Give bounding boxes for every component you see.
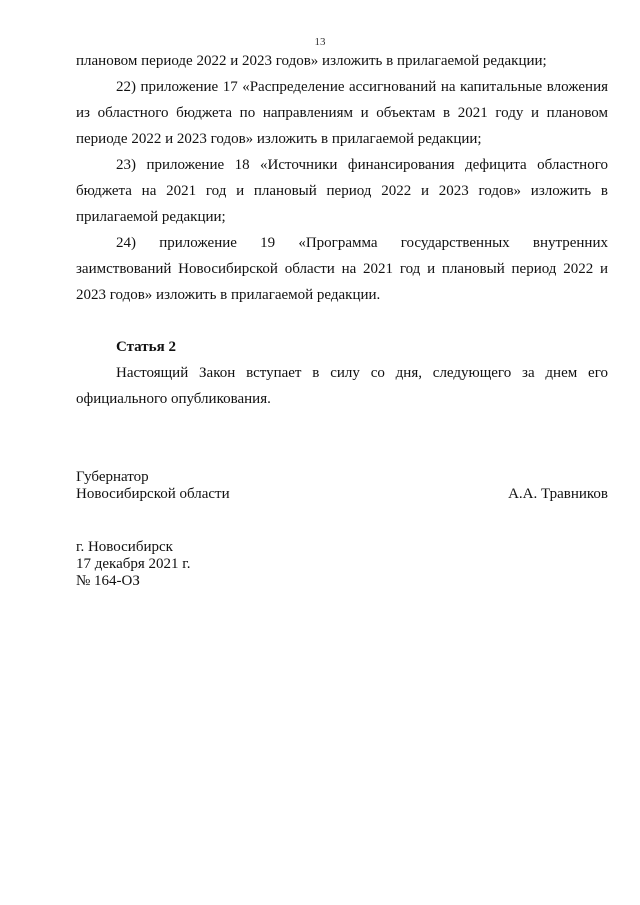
document-body <box>76 48 608 308</box>
footer-number: № 164-ОЗ <box>76 573 140 589</box>
signature-title-line1: Губернатор <box>76 469 149 485</box>
paragraph-item-22: 22) приложение 17 «Распределение ассигнований на капитальные вложения из областного бюджета по направлениям и объектам в 2021 году и плановом периоде 2022 и 2023 годов» изложить в прилагаемой редакции; <box>76 79 608 147</box>
article-text: Настоящий Закон вступает в силу со дня, следующего за днем его официального опубликования. <box>76 365 608 407</box>
footer-block <box>76 539 608 590</box>
footer-city: г. Новосибирск <box>76 539 173 555</box>
article-heading: Статья 2 <box>116 339 176 355</box>
footer-date: 17 декабря 2021 г. <box>76 556 191 572</box>
paragraph-continuation: плановом периоде 2022 и 2023 годов» изложить в прилагаемой редакции; <box>76 53 547 69</box>
signatory-name: А.А. Травников <box>508 486 608 502</box>
signature-title-line2: Новосибирской области <box>76 486 230 502</box>
paragraph-item-24: 24) приложение 19 «Программа государственных внутренних заимствований Новосибирской области на 2021 год и плановый период 2022 и 2023 годов» изложить в прилагаемой редакции. <box>76 235 608 303</box>
signature-block <box>76 469 608 503</box>
signature-row <box>76 486 608 503</box>
paragraph-item-23: 23) приложение 18 «Источники финансирования дефицита областного бюджета на 2021 год и плановый период 2022 и 2023 годов» изложить в прилагаемой редакции; <box>76 157 608 225</box>
page-number: 13 <box>314 36 326 48</box>
article-section <box>76 334 608 412</box>
